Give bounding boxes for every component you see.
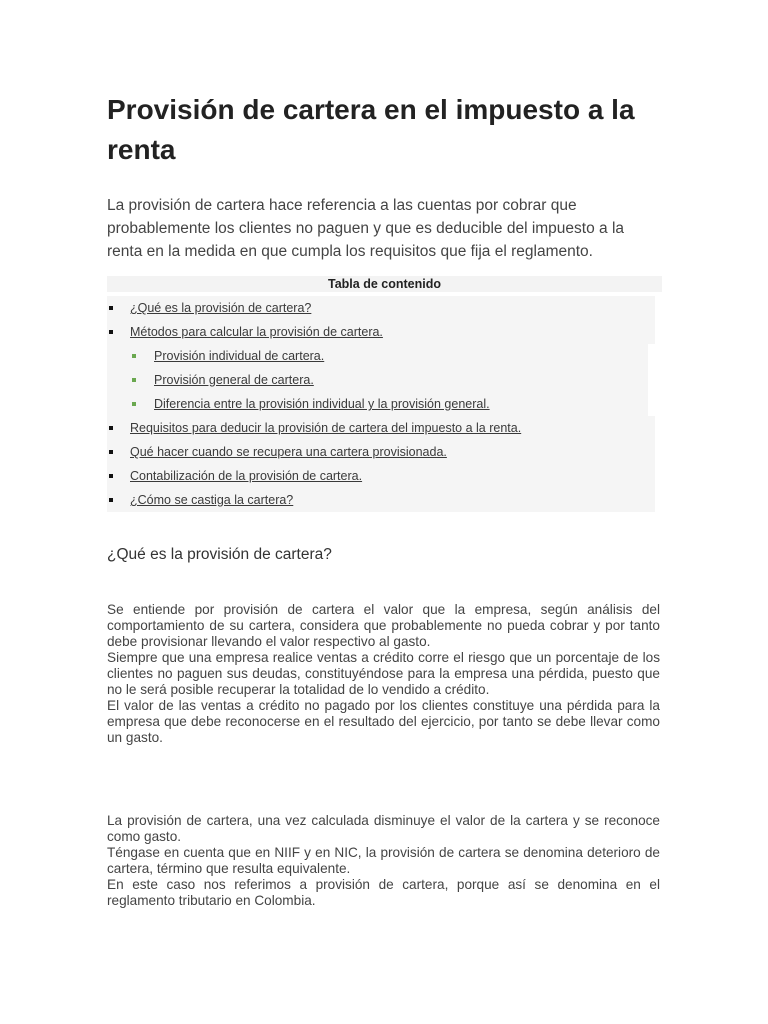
square-bullet-icon: [132, 354, 136, 358]
square-bullet-icon: [132, 378, 136, 382]
toc-row: [107, 440, 662, 464]
square-bullet-icon: [109, 330, 113, 334]
square-bullet-icon: [132, 402, 136, 406]
toc-row: [107, 392, 662, 416]
toc-link-contabilizacion[interactable]: Contabilización de la provisión de cartera.: [130, 469, 363, 483]
toc-link-provision-individual[interactable]: Provisión individual de cartera.: [154, 349, 325, 363]
toc-title: Tabla de contenido: [107, 276, 662, 292]
toc-link-recupera[interactable]: Qué hacer cuando se recupera una cartera provisionada.: [130, 445, 447, 459]
square-bullet-icon: [109, 426, 113, 430]
toc-link-provision-general[interactable]: Provisión general de cartera.: [154, 373, 314, 387]
toc-row: [107, 464, 662, 488]
square-bullet-icon: [109, 474, 113, 478]
body-paragraph: La provisión de cartera, una vez calculada disminuye el valor de la cartera y se reconoce como gasto.: [107, 813, 660, 844]
toc-row: [107, 296, 662, 320]
body-paragraph: Téngase en cuenta que en NIIF y en NIC, la provisión de cartera se denomina deterioro de cartera, término que resulta equivalente.: [107, 845, 660, 876]
section-body-b: [107, 813, 660, 909]
toc-link-requisitos[interactable]: Requisitos para deducir la provisión de cartera del impuesto a la renta.: [130, 421, 522, 435]
body-paragraph: Se entiende por provisión de cartera el valor que la empresa, según análisis del comportamiento de su cartera, considera que probablemente no pueda cobrar y por tanto debe provisionar llevando el valor respectivo al gasto.: [107, 602, 660, 649]
toc-row: [107, 368, 662, 392]
table-of-contents: [107, 276, 662, 512]
toc-row: [107, 320, 662, 344]
square-bullet-icon: [109, 450, 113, 454]
body-paragraph: Siempre que una empresa realice ventas a crédito corre el riesgo que un porcentaje de los clientes no paguen sus deudas, constituyéndose para la empresa una pérdida, puesto que no le será posible recuperar la totalidad de lo vendido a crédito.: [107, 650, 660, 697]
toc-row: [107, 416, 662, 440]
page-title: Provisión de cartera en el impuesto a la renta: [107, 94, 635, 165]
toc-row: [107, 344, 662, 368]
toc-link-castiga[interactable]: ¿Cómo se castiga la cartera?: [130, 493, 294, 507]
toc-link-metodos[interactable]: Métodos para calcular la provisión de cartera.: [130, 325, 383, 339]
square-bullet-icon: [109, 498, 113, 502]
section-heading: ¿Qué es la provisión de cartera?: [107, 546, 332, 563]
section-body-a: [107, 602, 660, 746]
square-bullet-icon: [109, 306, 113, 310]
toc-row: [107, 488, 662, 512]
body-paragraph: El valor de las ventas a crédito no pagado por los clientes constituye una pérdida para la empresa que debe reconocerse en el resultado del ejercicio, por tanto se debe llevar como un gasto.: [107, 698, 660, 745]
toc-link-diferencia[interactable]: Diferencia entre la provisión individual y la provisión general.: [154, 397, 490, 411]
body-paragraph: En este caso nos referimos a provisión de cartera, porque así se denomina en el reglamento tributario en Colombia.: [107, 877, 660, 908]
toc-link-que-es[interactable]: ¿Qué es la provisión de cartera?: [130, 301, 312, 315]
intro-paragraph: La provisión de cartera hace referencia a las cuentas por cobrar que probablemente los clientes no paguen y que es deducible del impuesto a la renta en la medida en que cumpla los requisitos que fija el reglamento.: [107, 197, 625, 260]
